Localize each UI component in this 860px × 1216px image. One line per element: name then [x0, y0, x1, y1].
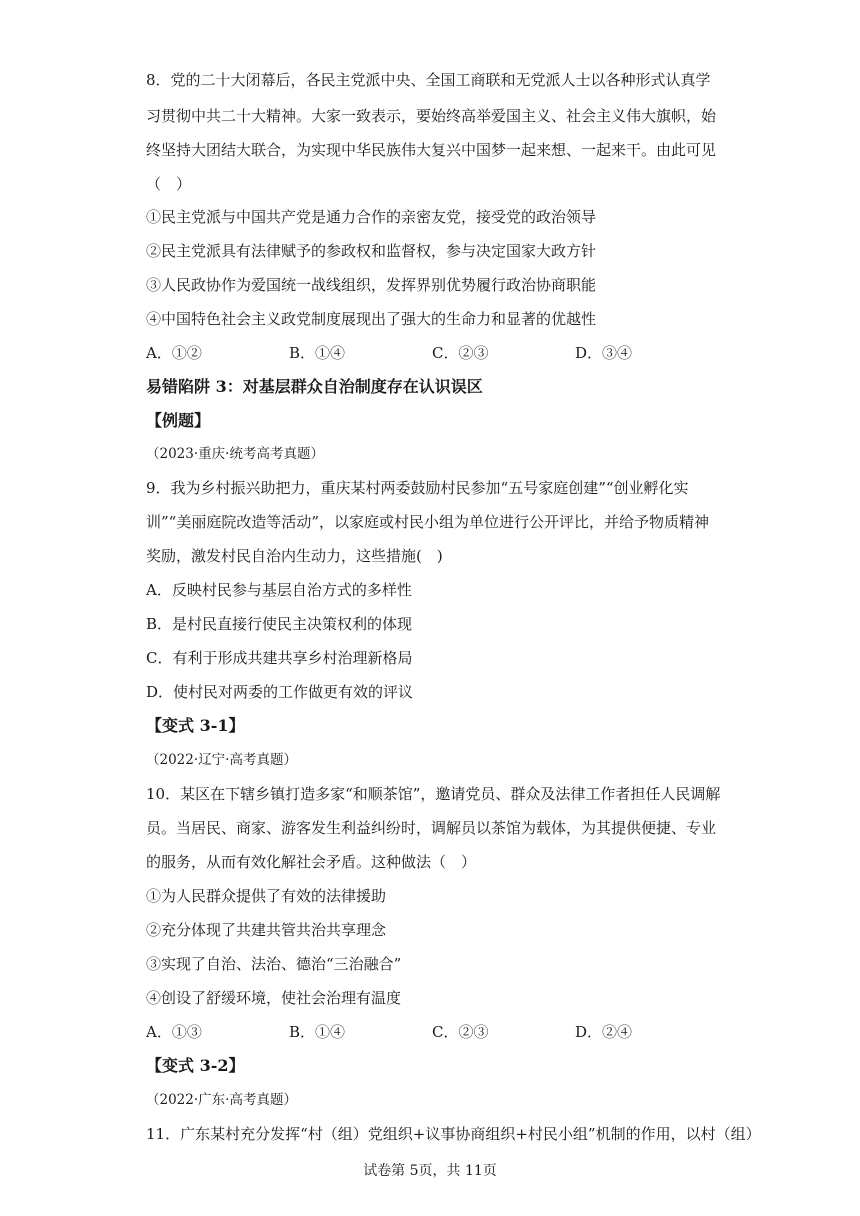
q10-line-2: 员。当居民、商家、游客发生利益纠纷时，调解员以茶馆为载体，为其提供便捷、专业	[146, 819, 717, 837]
q8-line-4: （ ）	[146, 175, 192, 193]
q9-line-2: 训”“美丽庭院改造等活动”，以家庭或村民小组为单位进行公开评比，并给予物质精神	[146, 513, 710, 531]
q10-item-3: ③实现了自治、法治、德治“三治融合”	[146, 955, 402, 973]
q10-option-a[interactable]: A．①③	[146, 1023, 202, 1041]
q10-option-b[interactable]: B．①④	[289, 1023, 346, 1041]
q8-item-2: ②民主党派具有法律赋予的参政权和监督权，参与决定国家大政方针	[146, 242, 597, 260]
q10-line-3: 的服务，从而有效化解社会矛盾。这种做法（ ）	[146, 853, 477, 871]
q9-option-c[interactable]: C．有利于形成共建共享乡村治理新格局	[146, 649, 413, 667]
q8-line-2: 习贯彻中共二十大精神。大家一致表示，要始终高举爱国主义、社会主义伟大旗帜，始	[146, 107, 717, 125]
variant-3-2-label: 【变式 3-2】	[146, 1056, 245, 1075]
q8-line-3: 终坚持大团结大联合，为实现中华民族伟大复兴中国梦一起来想、一起来干。由此可见	[146, 141, 717, 159]
q8-item-4: ④中国特色社会主义政党制度展现出了强大的生命力和显著的优越性	[146, 310, 597, 328]
q11-source: （2022·广东·高考真题）	[146, 1092, 297, 1108]
q10-options	[146, 1022, 718, 1042]
q8-line-1: 8．党的二十大闭幕后，各民主党派中央、全国工商联和无党派人士以各种形式认真学	[146, 71, 711, 89]
q10-line-1: 10．某区在下辖乡镇打造多家“和顺茶馆”，邀请党员、群众及法律工作者担任人民调解	[146, 785, 721, 803]
q9-source: （2023·重庆·统考高考真题）	[146, 446, 324, 462]
q8-option-b[interactable]: B．①④	[289, 344, 346, 362]
q8-option-d[interactable]: D．③④	[575, 344, 633, 362]
q10-option-d[interactable]: D．②④	[575, 1023, 633, 1041]
q9-option-b[interactable]: B．是村民直接行使民主决策权利的体现	[146, 615, 413, 633]
page-footer: 试卷第 5页，共 11页	[363, 1163, 497, 1179]
q8-item-1: ①民主党派与中国共产党是通力合作的亲密友党，接受党的政治领导	[146, 208, 597, 226]
q10-item-4: ④创设了舒缓环境，使社会治理有温度	[146, 989, 402, 1007]
q9-line-3: 奖励，激发村民自治内生动力，这些措施( )	[146, 547, 443, 565]
q8-option-c[interactable]: C．②③	[432, 344, 489, 362]
example-label: 【例题】	[146, 411, 211, 430]
q10-source: （2022·辽宁·高考真题）	[146, 752, 297, 768]
q9-line-1: 9．我为乡村振兴助把力，重庆某村两委鼓励村民参加“五号家庭创建”“创业孵化实	[146, 479, 689, 497]
q11-line-1: 11．广东某村充分发挥“村（组）党组织+议事协商组织+村民小组”机制的作用，以村（组）	[146, 1125, 761, 1143]
trap3-heading: 易错陷阱 3：对基层群众自治制度存在认识误区	[146, 377, 483, 396]
q10-option-c[interactable]: C．②③	[432, 1023, 489, 1041]
q9-option-d[interactable]: D．使村民对两委的工作做更有效的评议	[146, 683, 414, 701]
q9-option-a[interactable]: A．反映村民参与基层自治方式的多样性	[146, 581, 412, 599]
q8-option-a[interactable]: A．①②	[146, 344, 202, 362]
q10-item-1: ①为人民群众提供了有效的法律援助	[146, 887, 387, 905]
q8-item-3: ③人民政协作为爱国统一战线组织，发挥界别优势履行政治协商职能	[146, 276, 597, 294]
q10-item-2: ②充分体现了共建共管共治共享理念	[146, 921, 387, 939]
q8-options	[146, 343, 718, 363]
variant-3-1-label: 【变式 3-1】	[146, 716, 245, 735]
